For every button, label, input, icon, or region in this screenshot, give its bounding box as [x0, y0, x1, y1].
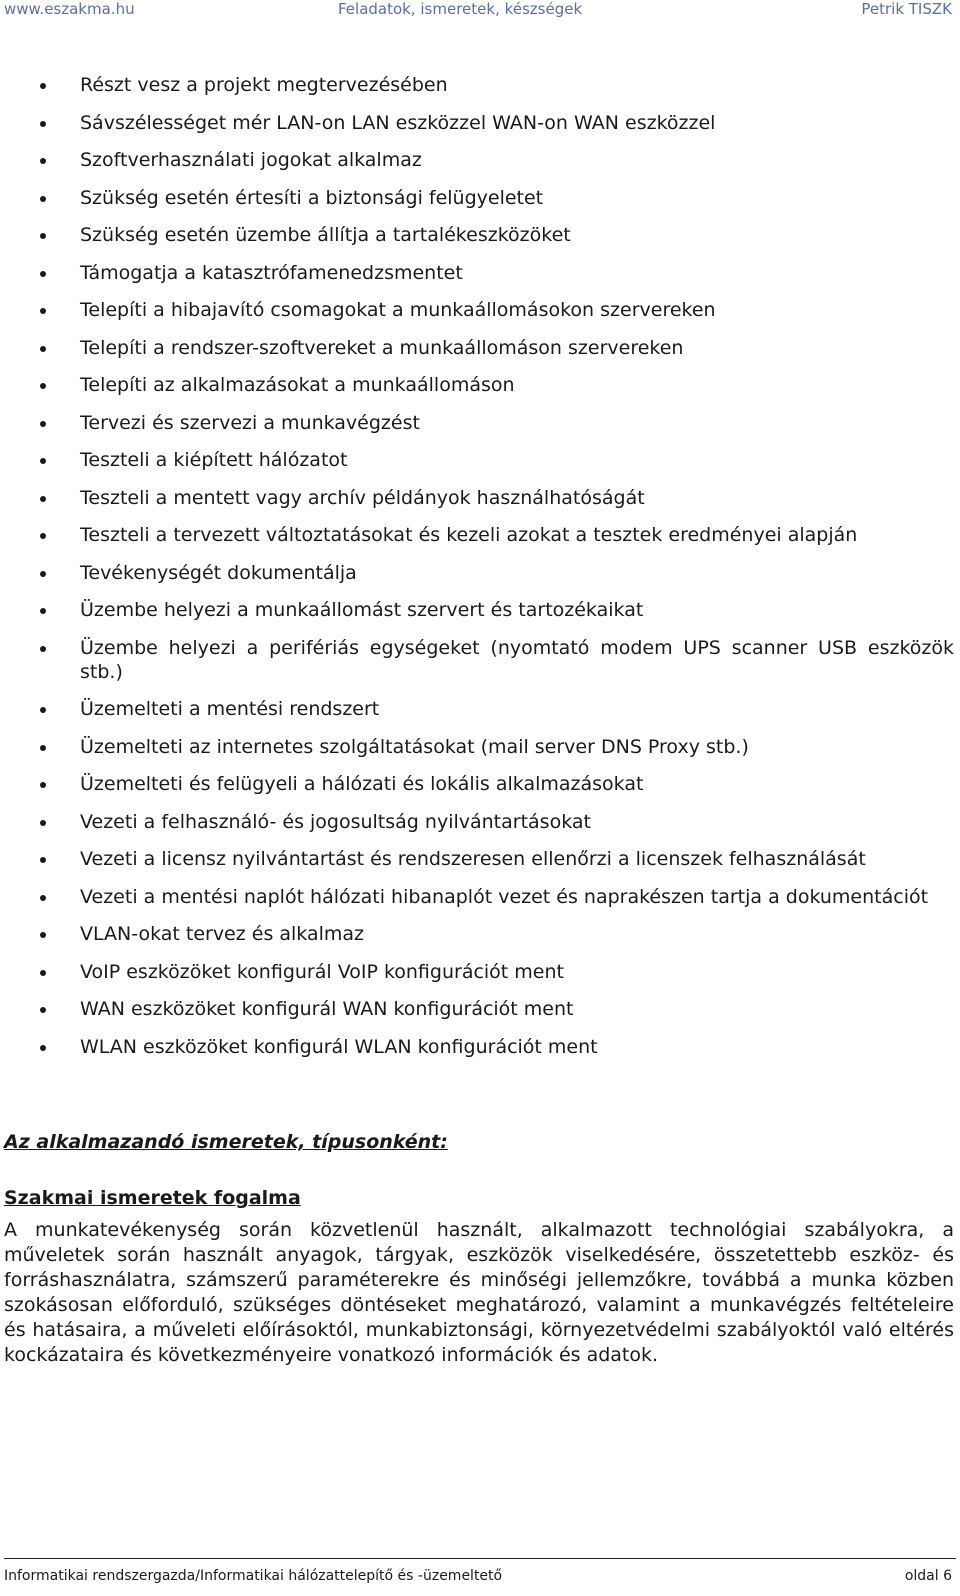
footer-page-number: oldal 6 [904, 1568, 952, 1584]
footer-qualification: Informatikai rendszergazda/Informatikai hálózattelepítő és -üzemeltető [4, 1568, 503, 1584]
task-text: WAN eszközöket konfigurál WAN konfigurációt ment [80, 998, 574, 1020]
bullet-icon [40, 346, 46, 352]
task-text: Tervezi és szervezi a munkavégzést [80, 411, 420, 434]
task-list-item [0, 298, 960, 322]
subsection-title: Szakmai ismeretek fogalma [4, 1187, 301, 1209]
task-list-item [0, 960, 960, 984]
task-list-item [0, 772, 960, 796]
task-list-item [0, 261, 960, 285]
task-text: Üzembe helyezi a munkaállomást szervert és tartozékaikat [80, 599, 644, 621]
bullet-icon [40, 646, 46, 652]
task-list-item [0, 373, 960, 397]
task-bullet-list [0, 73, 960, 1072]
task-list-item [0, 111, 960, 135]
task-text: Teszteli a mentett vagy archív példányok használhatóságát [80, 486, 645, 509]
bullet-icon [40, 608, 46, 614]
page-header [0, 0, 960, 22]
bullet-icon [40, 158, 46, 164]
task-text: Telepíti a rendszer-szoftvereket a munkaállomáson szervereken [80, 336, 684, 359]
task-text: VoIP eszközöket konfigurál VoIP konfigurációt ment [80, 960, 564, 983]
bullet-icon [40, 121, 46, 127]
bullet-icon [40, 496, 46, 502]
bullet-icon [40, 895, 46, 901]
task-list-item [0, 186, 960, 210]
task-list-item [0, 486, 960, 510]
task-list-item [0, 148, 960, 172]
bullet-icon [40, 83, 46, 89]
task-text: Üzemelteti az internetes szolgáltatásokat (mail server DNS Proxy stb.) [80, 735, 749, 758]
bullet-icon [40, 932, 46, 938]
header-site-url[interactable]: www.eszakma.hu [4, 0, 135, 18]
bullet-icon [40, 533, 46, 539]
task-list-item [0, 336, 960, 360]
bullet-icon [40, 1007, 46, 1013]
task-list-item [0, 636, 960, 684]
footer-divider [4, 1558, 956, 1559]
task-text: Üzemelteti a mentési rendszert [80, 698, 380, 720]
bullet-icon [40, 820, 46, 826]
bullet-icon [40, 458, 46, 464]
bullet-icon [40, 745, 46, 751]
task-list-item [0, 561, 960, 585]
task-text: Üzembe helyezi a perifériás egységeket (nyomtató modem UPS scanner USB eszközök stb.) [80, 636, 954, 683]
task-text: WLAN eszközöket konfigurál WLAN konfigurációt ment [80, 1035, 598, 1058]
bullet-icon [40, 571, 46, 577]
task-list-item [0, 73, 960, 97]
task-text: Telepíti az alkalmazásokat a munkaállomáson [80, 374, 515, 396]
definition-paragraph: A munkatevékenység során közvetlenül használt, alkalmazott technológiai szabályokra, a műveletek során használt anyagok, tárgyak, eszközök viselkedésére, összetettebb eszköz- és forráshasználatra, számszerű paraméterekre és minőségi jellemzőkre, továbbá a munka közben szokásosan előforduló, szükséges döntéseket meghatározó, valamint a munkavégzés feltételeire és hatásaira, a műveleti előírásoktól, munkabiztonsági, környezetvédelmi szabályoktól való eltérés kockázataira és következményeire vonatkozó információk és adatok. [4, 1219, 954, 1366]
task-text: Tevékenységét dokumentálja [80, 561, 357, 584]
task-text: Részt vesz a projekt megtervezésében [80, 74, 448, 96]
task-list-item [0, 922, 960, 946]
task-text: Vezeti a mentési naplót hálózati hibanaplót vezet és naprakészen tartja a dokumentációt [80, 885, 929, 908]
task-text: Szükség esetén üzembe állítja a tartalékeszközöket [80, 224, 571, 246]
bullet-icon [40, 383, 46, 389]
task-text: Teszteli a kiépített hálózatot [80, 449, 348, 471]
task-text: VLAN-okat tervez és alkalmaz [80, 923, 365, 945]
task-text: Vezeti a felhasználó- és jogosultság nyilvántartásokat [80, 810, 591, 833]
bullet-icon [40, 196, 46, 202]
bullet-icon [40, 308, 46, 314]
bullet-icon [40, 857, 46, 863]
task-text: Sávszélességet mér LAN-on LAN eszközzel WAN-on WAN eszközzel [80, 111, 716, 134]
task-text: Teszteli a tervezett változtatásokat és kezeli azokat a tesztek eredményei alapján [80, 524, 858, 546]
task-list-item [0, 697, 960, 721]
task-text: Támogatja a katasztrófamenedzsmentet [80, 261, 463, 284]
bullet-icon [40, 1045, 46, 1051]
header-document-title: Feladatok, ismeretek, készségek [338, 0, 583, 18]
task-list-item [0, 735, 960, 759]
bullet-icon [40, 970, 46, 976]
task-list-item [0, 847, 960, 871]
bullet-icon [40, 233, 46, 239]
task-text: Szükség esetén értesíti a biztonsági felügyeletet [80, 186, 544, 209]
task-list-item [0, 223, 960, 247]
bullet-icon [40, 271, 46, 277]
section-title: Az alkalmazandó ismeretek, típusonként: [4, 1131, 448, 1153]
task-list-item [0, 411, 960, 435]
task-text: Telepíti a hibajavító csomagokat a munkaállomásokon szervereken [80, 299, 716, 321]
task-list-item [0, 997, 960, 1021]
task-text: Szoftverhasználati jogokat alkalmaz [80, 149, 422, 171]
bullet-icon [40, 707, 46, 713]
task-list-item [0, 448, 960, 472]
task-list-item [0, 523, 960, 547]
task-list-item [0, 810, 960, 834]
header-publisher: Petrik TISZK [861, 0, 952, 18]
task-list-item [0, 598, 960, 622]
task-list-item [0, 1035, 960, 1059]
bullet-icon [40, 421, 46, 427]
bullet-icon [40, 782, 46, 788]
task-text: Vezeti a licensz nyilvántartást és rendszeresen ellenőrzi a licenszek felhasználását [80, 848, 866, 870]
task-text: Üzemelteti és felügyeli a hálózati és lokális alkalmazásokat [80, 773, 644, 795]
task-list-item [0, 885, 960, 909]
